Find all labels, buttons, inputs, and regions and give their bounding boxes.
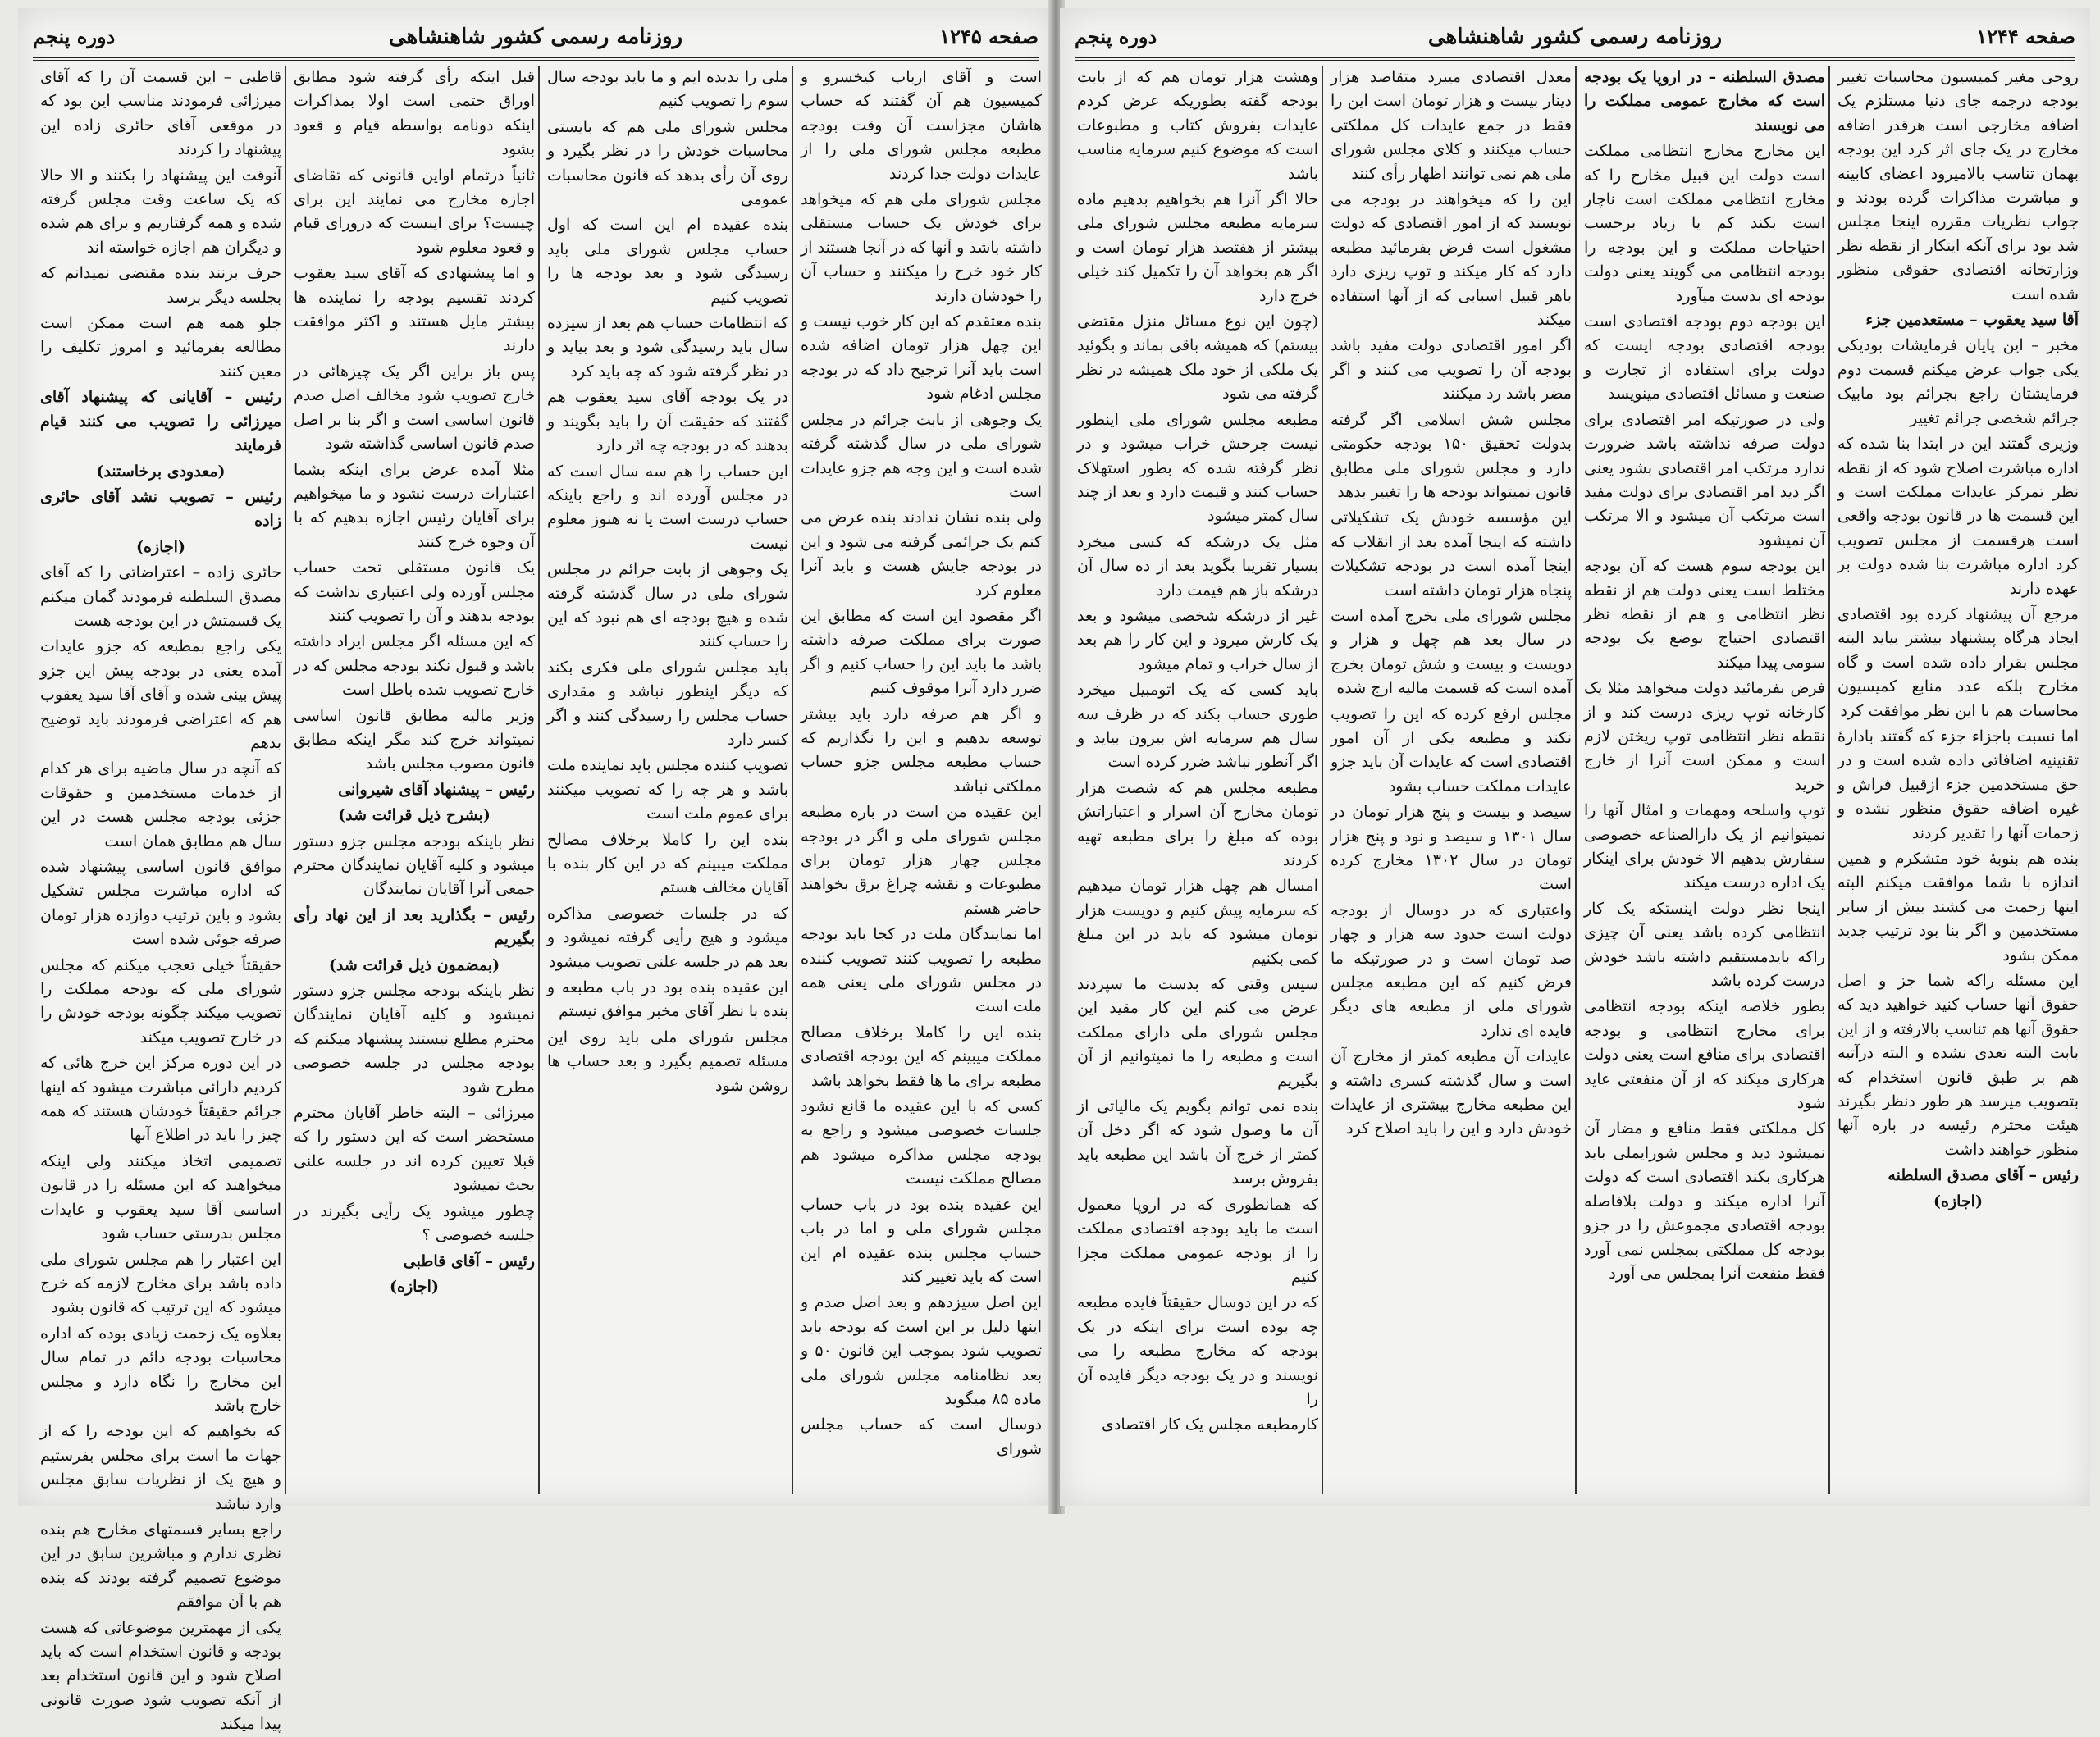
paragraph: روحی مغیر کمیسیون محاسبات تغییر بودجه درجمه جای دنیا مستلزم یک اضافه مخارجی است هرقدر اضافه مخارج در یک جای اثر کرد این بودجه بهمان تناسب بالامیرود اعضای کابینه و مباشرت مذاکرات گرده بودند و جواب نظریات مقرره اینجا مجلس شد بود برای آنکه اینکار از نقطه نظر وزارتخانه اقتصادی حقوقی منظور شده است	[1838, 68, 2079, 303]
speaker-line: رئیس – آقای مصدق السلطنه	[1888, 1166, 2079, 1185]
column-3	[1331, 66, 1572, 1494]
paragraph: که آنچه در سال ماضیه برای هر کدام از خدمات مستخدمین و حقوقات جزئی بودجه مجلس هست در این سال هم مطابق همان است	[40, 759, 281, 850]
column-4	[1077, 66, 1318, 1494]
stage-note: (بشرح ذیل قرائت شد)	[338, 806, 491, 825]
paragraph: یکی از مهمترین موضوعاتی که هست بودجه و قانون استخدام است که باید اصلاح شود و این قانون استخدام بعد از آنکه تصویب شود صورت قانونی پیدا میکند	[40, 1618, 281, 1734]
paragraph: این را که میخواهند در بودجه می نویسند که از امور اقتصادی که دولت مشغول است فرض بفرمائید مطبعه دارد که کار میکند و توپ ریزی دارد باهر قبیل اسبابی که از آنها استفاده میکند	[1331, 190, 1572, 330]
paragraph: در این دوره مرکز این خرج هائی که کردیم دارائی مباشرت میشود که اینها جرائم حقیقتاً خودشان هستند که همه چیز را باید در اطلاع آنها	[40, 1054, 281, 1145]
paragraph: مجلس شورای ملی باید روی این مسئله تصمیم بگیرد و بعد حساب ها روشن شود	[547, 1028, 788, 1095]
speaker-line: رئیس – پیشنهاد آقای شیروانی	[338, 780, 535, 799]
paragraph: مجلس شورای ملی هم که بایستی محاسبات خودش را در نظر بگیرد و روی آن رأی بدهد که قانون محاسبات عمومی	[547, 117, 788, 209]
paragraph: اما نمایندگان ملت در کجا باید بودجه مطبعه را تصویب کنند تصویب کننده در مجلس شورای ملی یعنی همه ملت است	[801, 925, 1042, 1016]
paragraph: که در جلسات خصوصی مذاکره میشود و هیچ رأیی گرفته نمیشود و بعد هم در جلسه علنی تصویب میشود	[547, 904, 788, 971]
paragraph: میرزائی – البته خاطر آقایان محترم مستحضر است که این دستور را که قبلا تعیین کرده اند در جلسه علنی بحث نمیشود	[294, 1104, 535, 1195]
paragraph: قاطبی – این قسمت آن را که آقای میرزائی فرمودند مناسب این بود که در موقعی آقای حائری زاده این پیشنهاد را کردند	[40, 68, 281, 159]
column-4	[40, 66, 281, 1734]
paragraph: این اصل سیزدهم و بعد اصل صدم و اینها دلیل بر این است که بودجه باید تصویب شود بموجب این قانون ۵۰ و بعد نظامنامه مجلس شورای ملی ماده ۸۵ میگوید	[801, 1293, 1042, 1408]
paragraph: این عقیده بنده بود در باب حساب مجلس شورای ملی و اما در باب حساب مجلس بنده عقیده ام این است که باید تغییر کند	[801, 1195, 1042, 1286]
paragraph: یک وجوهی از بابت جرائم در مجلس شورای ملی در سال گذشته گرفته شده است و این وجه هم جزو عایدات است	[801, 410, 1042, 501]
paragraph: تصویب کننده مجلس باید نماینده ملت باشد و هر چه را که تصویب میکنند برای عموم ملت است	[547, 756, 788, 823]
paragraph: این بودجه سوم هست که آن بودجه مختلط است یعنی دولت هم از نقطه نظر انتظامی و هم از نقطه نظر اقتصادی احتیاج بوضع یک بودجه سومی پیدا میکند	[1584, 557, 1825, 672]
paragraph: سیصد و بیست و پنج هزار تومان در سال ۱۳۰۱ و سیصد و نود و پنج هزار تومان در سال ۱۳۰۲ مخارج کرده است	[1331, 803, 1573, 894]
speaker-line: آقا سید یعقوب – مستعدمین جزء	[1865, 311, 2079, 330]
paragraph: موافق قانون اساسی پیشنهاد شده که اداره مباشرت مجلس تشکیل بشود و باین ترتیب دوازده هزار تومان صرفه جوئی شده است	[40, 858, 281, 949]
speaker-line: رئیس – آقایانی که پیشنهاد آقای میرزائی را تصویب می کنند قیام فرمایند	[40, 388, 281, 455]
column-rule	[792, 66, 793, 1494]
paragraph: این اعتبار را هم مجلس شورای ملی داده باشد برای مخارج لازمه که خرج میشود که این ترتیب که قانون بشود	[40, 1250, 281, 1317]
paragraph: ولی در صورتیکه امر اقتصادی برای دولت صرفه نداشته باشد ضرورت ندارد مرتکب امر اقتصادی بشود یعنی اگر دید امر اقتصادی برای دولت مفید است مرتکب آن میشود و الا مرتکب آن نمیشود	[1584, 410, 1825, 549]
paragraph: مخبر – این پایان فرمایشات بودیکی یکی جواب عرض میکنم قسمت دوم فرمایشتان راجع بجرائم بود مابیک جرائم شخصی جرائم تغییر	[1838, 336, 2079, 427]
column-rule	[285, 66, 286, 1494]
paragraph: اگر امور اقتصادی دولت مفید باشد بودجه آن را تصویب می کنند و اگر مضر باشد رد میکنند	[1331, 336, 1572, 403]
paragraph: بنده معتقدم که این کار خوب نیست و این چهل هزار تومان اضافه شده است باید آنرا ترجیح داد که در بودجه مجلس ادغام شود	[801, 312, 1042, 403]
paragraph: اگر مقصود این است که مطابق این صورت برای مملکت صرفه داشته باشد ما باید این را حساب کنیم و اگر ضرر دارد آنرا موقوف کنیم	[801, 606, 1042, 698]
paragraph: امسال هم چهل هزار تومان میدهیم که سرمایه پیش کنیم و دویست هزار تومان میشود که باید در این مبلغ کمی بکنیم	[1077, 877, 1318, 968]
columns	[30, 66, 1042, 1734]
paragraph: نظر باینکه بودجه مجلس جزو دستور میشود و کلیه آقایان نمایندگان محترم جمعی آنرا آقایان نمایندگان	[294, 832, 535, 899]
paragraph: نظر باینکه بودجه مجلس جزو دستور نمیشود و کلیه آقایان نمایندگان محترم مطلع نیستند پیشنهاد میکنم که بودجه مجلس در جلسه خصوصی مطرح شود	[294, 982, 535, 1096]
series-label: دوره پنجم	[1075, 25, 1157, 48]
column-3	[294, 66, 535, 1494]
paragraph: مطبعه مجلس هم که شصت هزار تومان مخارج آن اسرار و اعتباراتش بوده که مبلغ را برای مطبعه تهیه کردند	[1077, 778, 1318, 869]
speaker-line: رئیس – آقای قاطبی	[403, 1251, 535, 1270]
stage-note: (اجازه)	[136, 537, 185, 556]
paragraph: این عقیده من است در باره مطبعه مجلس شورای ملی و اگر در بودجه مجلس چهار هزار تومان برای مطبوعات و نقشه چراغ برق بخواهند حاضر هستم	[801, 803, 1042, 918]
stage-note: (بمضمون ذیل قرائت شد)	[328, 955, 500, 974]
paragraph: معدل اقتصادی میبرد متقاصد هزار دینار بیست و هزار تومان است این را فقط در جمع عایدات کل مملکتی حساب میکنند و کلای مجلس شورای ملی هم نمی توانند اظهار رأی کنند	[1331, 68, 1572, 183]
paragraph: کارمطبعه مجلس یک کار اقتصادی	[1102, 1416, 1318, 1434]
paragraph: این مؤسسه خودش یک تشکیلاتی داشته که اینجا آمده بعد از انقلاب که اینجا آمده است در بودجه تشکیلات پنجاه هزار تومان داشته است	[1331, 508, 1572, 600]
paragraph: وزیر مالیه مطابق قانون اساسی نمیتواند خرج کند مگر اینکه مطابق قانون مصوب مجلس باشد	[294, 706, 535, 773]
paragraph: مجلس شش اسلامی اگر گرفته بدولت تحقیق ۱۵۰ بودجه حکومتی دارد و مجلس شورای ملی مطابق قانون نمیتواند بودجه ها را تغییر بدهد	[1331, 410, 1572, 501]
paragraph: واعتباری که در دوسال از بودجه دولت است حدود سه هزار و چهار صد تومان است و در صورتیکه ما فرض کنیم که این مطبعه مجلس شورای ملی از مطبعه های دیگر فایده ای ندارد	[1331, 900, 1572, 1040]
paragraph: اما نسبت باجزاء جزء که گفتند بادارهٔ تقنینیه اضافاتی داده شده است و در حق مستخدمین جزء ازقبیل فراش و غیره اضافه حقوق منظور نشده و زحمات آنها را تقدیر کردند	[1838, 727, 2079, 842]
paragraph: مرجع آن پیشنهاد کرده بود اقتصادی ایجاد هرگاه پیشنهاد بیشتر بیاید البته مجلس بقرار داده شده است و گاه مخارج بلکه عدد منابع کمیسیون محاسبات هم با این نظر موافقت کرد	[1838, 604, 2079, 720]
paragraph: و اما پیشنهادی که آقای سید یعقوب کردند تقسیم بودجه را نماینده ها بیشتر مایل هستند و اکثر موافقت دارند	[294, 264, 535, 355]
paragraph: تصمیمی اتخاذ میکنند ولی اینکه میخواهند که این مسئله را در قانون اساسی آقا سید یعقوب و عایدات مجلس بدرستی حساب شود	[40, 1151, 281, 1243]
column-2	[547, 66, 788, 1494]
paragraph: مطبعه مجلس شورای ملی اینطور نیست جرحش خراب میشود و در نظر گرفته شده که بطور استهلاک حساب کنند و قیمت دارد و بعد از چند سال کمتر میشود	[1077, 410, 1318, 526]
paragraph: و اگر هم صرفه دارد باید بیشتر توسعه بدهیم و این را نگذاریم که حساب مطبعه مجلس جزو حساب مملکتی نباشد	[801, 704, 1042, 796]
column-rule	[538, 66, 540, 1494]
paragraph: بنده این را کاملا برخلاف مصالح مملکت میبینم که این بودجه اقتصادی مطبعه برای ما ها فقط بخواهد باشد	[801, 1023, 1042, 1090]
column-rule	[1828, 66, 1830, 1494]
page-header	[33, 20, 1039, 61]
paragraph: که همانطوری که در اروپا معمول است ما باید بودجه اقتصادی مملکت را از بودجه عمومی مملکت مجزا کنیم	[1077, 1195, 1318, 1286]
paragraph: آنوقت این پیشنهاد را بکنند و الا حالا که یک ساعت وقت مجلس گرفته شده و همه گرفتاریم و برای هم شده و دیگران هم اجازه خواسته اند	[40, 166, 281, 257]
paragraph: که این مسئله اگر مجلس ایراد داشته باشد و قبول نکند بودجه مجلس که در خارج تصویب شده باطل است	[294, 632, 535, 700]
paragraph: که در این دوسال حقیقتاً فایده مطبعه چه بوده است برای اینکه در یک بودجه که مخارج مطبعه را می نویسند و در یک بودجه دیگر فایده آن را	[1077, 1293, 1318, 1408]
paragraph: ثانیاً درتمام اواین قانونی که تقاضای اجازه مخارج می نمایند این برای چیست؟ برای اینست که درورای قیام و قعود معلوم شود	[294, 166, 535, 257]
paragraph: حقیقتاً خیلی تعجب میکنم که مجلس شورای ملی که بودجه مملکت را تصویب میکند چگونه بودجه خودش را در خارج تصویب میکند	[40, 955, 281, 1046]
paragraph: مجلس شورای ملی بخرج آمده است در سال بعد هم چهل و هزار و دویست و بیست و شش تومان بخرج آمده است که قسمت مالیه ارج شده	[1331, 606, 1572, 698]
speaker-line: رئیس – بگذارید بعد از این نهاد رأی بگیریم	[294, 905, 535, 949]
page-number: صفحه ۱۲۴۴	[1976, 25, 2075, 48]
paragraph: یک قانون مستقلی تحت حساب مجلس آورده ولی اعتباری نداشت که بودجه بدهند و آن را تصویب کنند	[294, 558, 535, 625]
paragraph: ولی بنده نشان ندادند بنده عرض می کنم یک جرائمی گرفته می شود و این در بودجه جایش هست و باید آنرا معلوم کرد	[801, 508, 1042, 600]
paragraph: حائری زاده – اعتراضاتی را که آقای مصدق السلطنه فرمودند گمان میکنم یک قسمتش در این بودجه هست	[40, 563, 281, 630]
paragraph: وزیری گفتند این در ابتدا بنا شده که اداره مباشرت اصلاح شود که از نقطه نظر تمرکز عایدات مملکت است و این قسمت ها در قانون بودجه واقعی است هرقسمت از مجلس تصویب کرد اداره مباشرت بنا شده دولت بر عهده دارند	[1838, 435, 2079, 598]
paragraph: مثلا آمده عرض برای اینکه بشما اعتبارات درست نشود و ما میخواهیم برای آقایان رئیس اجازه بدهیم که با آن وجوه خرج کنند	[294, 460, 535, 551]
paragraph: سیس وقتی که بدست ما سپردند عرض می کنم این کار مقید این مجلس شورای ملی دارای مملکت است و مطبعه را ما نمیتوانیم از آن بگیریم	[1077, 975, 1318, 1090]
paragraph: توپ واسلحه ومهمات و امثال آنها را نمیتوانیم از یک دارالصناعه خصوصی سفارش بدهیم الا خودش برای اینکار یک اداره درست میکند	[1584, 801, 1825, 892]
paragraph: اینجا نظر دولت اینستکه یک کار انتظامی کرده باشد یعنی آن چیزی راکه بایدمستقیم داشته باشد خودش درست کرده باشد	[1584, 899, 1825, 991]
speaker-line: مصدق السلطنه – در اروپا یک بودجه است که مخارج عمومی مملکت را می نویسند	[1584, 68, 1825, 134]
paragraph: که بخواهیم که این بودجه را که از جهات ما است برای مجلس بفرستیم و هیچ یک از نظریات سابق مجلس وارد نباشد	[40, 1422, 281, 1513]
paragraph: که انتظامات حساب هم بعد از سیزده سال باید رسیدگی شود و بعد بیاید و در نظر گرفته شود که چه باید کرد	[547, 314, 788, 381]
paragraph: این عقیده بنده بود در باب مطبعه و بنده با نظر آقای مخبر موافق نیستم	[547, 978, 788, 1021]
paragraph: پس باز براین اگر یک چیزهائی در خارج تصویب شود مخالف اصل صدم قانون اساسی است و اگر بنا بر اصل صدم قانون اساسی گذاشته شود	[294, 362, 535, 454]
paragraph: این بودجه دوم بودجه اقتصادی است بودجه اقتصادی بودجه ایست که دولت برای استفاده از تجارت و صنعت و مسائل اقتصادی مینویسد	[1584, 312, 1825, 403]
paragraph: فرض بفرمائید دولت میخواهد مثلا یک کارخانه توپ ریزی درست کند و از نقطه نظر انتظامی توپ ریختن لازم است و ممکن است آنرا از خارج خرید	[1584, 679, 1825, 794]
paragraph: بنده هم بنوبهٔ خود متشکرم و همین اندازه با شما موافقت میکنم البته اینها زحمت می کشند بیش از سایر مستخدمین و اگر بنا بود ترتیب جدید ممکن بشود	[1838, 850, 2079, 964]
paragraph: ملی را ندیده ایم و ما باید بودجه سال سوم را تصویب کنیم	[547, 68, 788, 111]
paragraph: این حساب را هم سه سال است که در مجلس آورده اند و راجع باینکه حساب درست است یا نه هنوز معلوم نیست	[547, 462, 788, 553]
columns	[1071, 66, 2079, 1494]
paragraph: قبل اینکه رأی گرفته شود مطابق اوراق حتمی است اولا بمذاکرات اینکه دونامه بواسطه قیام و قعود بشود	[294, 68, 535, 159]
paragraph: باید کسی که یک اتومبیل میخرد طوری حساب بکند که در ظرف سه سال هم سرمایه اش بیرون بیاید و اگر آنطور نباشد ضرر کرده است	[1077, 681, 1318, 772]
paragraph: بعلاوه یک زحمت زیادی بوده که اداره محاسبات بودجه دائم در تمام سال این مخارج را نگاه دارد و مجلس خارج باشد	[40, 1324, 281, 1415]
paragraph: در یک بودجه آقای سید یعقوب هم گفتند که حقیقت آن را باید بگویند و بدهند که در بودجه چه اثر دارد	[547, 388, 788, 455]
column-rule	[1322, 66, 1323, 1494]
paragraph: راجع بسایر قسمتهای مخارج هم بنده نظری ندارم و مباشرین سابق در این موضوع تصمیم گرفته بودند که بنده هم با آن موافقم	[40, 1520, 281, 1612]
paragraph: مجلس ارفع کرده که این را تصویب نکند و مطبعه یکی از آن امور اقتصادی است که عایدات آن باید جزو عایدات مملکت حساب بشود	[1331, 704, 1572, 796]
paragraph: (چون این نوع مسائل منزل مقتضی بیستم) که همیشه باقی بماند و بگوئید یک ملکی از خود ملک همیشه در نظر گرفته می شود	[1077, 312, 1318, 403]
page-header	[1075, 20, 2075, 61]
paragraph: باید مجلس شورای ملی فکری بکند که دیگر اینطور نباشد و مقداری حساب مجلس را رسیدگی کنند و اگر کسر دارد	[547, 658, 788, 749]
page-1244	[1060, 8, 2090, 1506]
paragraph: بطور خلاصه اینکه بودجه انتظامی برای مخارج انتظامی و بودجه اقتصادی برای منافع است یعنی دولت هرکاری میکند که از آن منفعتی عاید شود	[1584, 997, 1825, 1113]
column-1	[1838, 66, 2079, 1494]
paragraph: مثل یک درشکه که کسی میخرد بسیار تقریبا بگوید بعد از ده سال آن درشکه باز هم قیمت دارد	[1077, 532, 1318, 600]
newspaper-title: روزنامه رسمی کشور شاهنشاهی	[388, 25, 683, 49]
paragraph: بنده نمی توانم بگویم یک مالیاتی از آن ما وصول شود که اگر دخل آن کمتر از خرج آن باشد این مطبعه باید بفروش برسد	[1077, 1097, 1318, 1188]
paragraph: دوسال است که حساب مجلس شورای	[801, 1416, 1042, 1458]
newspaper-title: روزنامه رسمی کشور شاهنشاهی	[1427, 25, 1723, 49]
stage-note: (معدودی برخاستند)	[96, 462, 226, 481]
paragraph: یک وجوهی از بابت جرائم در مجلس شورای ملی در سال گذشته گرفته شده و هیچ بودجه ای هم نبود که این را حساب کنند	[547, 560, 788, 651]
paragraph: بنده عقیده ام این است که اول حساب مجلس شورای ملی باید رسیدگی شود و بعد بودجه ها را تصویب کنیم	[547, 216, 788, 307]
paragraph: است و آقای ارباب کیخسرو و کمیسیون هم آن گفتند که حساب هاشان مجزاست آن وقت بودجه مطبعه مجلس شورای ملی را از عایدات دولت جدا کردند	[801, 68, 1042, 183]
paragraph: یکی راجع بمطبعه که جزو عایدات آمده یعنی در بودجه پیش این جزو پیش بینی شده و آقای آقا سید یعقوب هم که اعتراضی فرمودند باید توضیح بدهم	[40, 637, 281, 752]
stage-note: (اجازه)	[1933, 1192, 1983, 1210]
paragraph: حرف بزنند بنده مقتضی نمیدانم که بجلسه دیگر برسد	[40, 264, 281, 307]
paragraph: چطور میشود یک رأیی بگیرند در جلسه خصوصی ؟	[294, 1201, 535, 1245]
paragraph: وهشت هزار تومان هم که از بابت بودجه گفته بطوریکه عرض کردم عایدات بفروش کتاب و مطبوعات است که موضوع کنیم سرمایه مناسب باشد	[1077, 68, 1318, 183]
paragraph: این مخارج مخارج انتظامی مملکت است دولت این قبیل مخارج را که مخارج انتظامی مملکت است ناچار است بکند کم یا زیاد برحسب احتیاجات مملکت و این بودجه را بودجه انتظامی می گویند یعنی دولت بودجه ای بدست میآورد	[1584, 142, 1825, 305]
speaker-line: رئیس – تصویب نشد آقای حائری زاده	[40, 487, 281, 531]
page-1245	[18, 8, 1053, 1734]
paragraph: جلو همه هم است ممکن است مطالعه بفرمائید و امروز تکلیف را معین کنند	[40, 314, 281, 381]
series-label: دوره پنجم	[33, 25, 116, 48]
paragraph: بنده این را کاملا برخلاف مصالح مملکت میبینم که در این کار بنده با آقایان مخالف هستم	[547, 830, 788, 897]
column-1	[801, 66, 1042, 1494]
paragraph: غیر از درشکه شخصی میشود و بعد یک کارش میرود و این کار را هم بعد از سال خراب و تمام میشود	[1077, 606, 1318, 673]
paragraph: حالا اگر آنرا هم بخواهیم بدهیم ماده سرمایه مطبعه مجلس شورای ملی بیشتر از هفتصد هزار تومان است و اگر هم بخواهد آن را تکمیل کند خیلی خرج دارد	[1077, 190, 1318, 305]
paragraph: کل مملکتی فقط منافع و مضار آن نمیشود دید و مجلس شورایملی باید هرکاری بکند اقتصادی است که دولت آنرا اداره میکند و دولت بلافاصله بودجه اقتصادی مجموعش را در جزو بودجه کل مملکتی بمجلس نمی آورد فقط منفعت آنرا بمجلس می آورد	[1584, 1119, 1825, 1283]
column-rule	[1575, 66, 1577, 1494]
stage-note: (اجازه)	[390, 1277, 439, 1296]
column-2	[1584, 66, 1825, 1494]
paragraph: عایدات آن مطبعه کمتر از مخارج آن است و سال گذشته کسری داشته و این مطبعه مخارج بیشتری از عایدات خودش دارد و این را باید اصلاح کرد	[1331, 1047, 1572, 1138]
paragraph: مجلس شورای ملی هم که میخواهد برای خودش یک حساب مستقلی داشته باشد و آنها که در آنجا هستند از کار خود خرج را میکنند و حساب آن را خودشان دارند	[801, 190, 1042, 305]
paragraph: این مسئله راکه شما جز و اصل حقوق آنها حساب کنید خواهید دید که حقوق آنها هم تناسب بالارفته و از این بابت البته تعدی نشده و البته درآتیه هم بر طبق قانون استخدام که بتصویب میرسد هر طور دنظر بگیرند هیئت محترم رئیسه در باره آنها منظور خواهند داشت	[1838, 972, 2079, 1159]
page-number: صفحه ۱۲۴۵	[939, 25, 1039, 48]
paragraph: کسی که با این عقیده ما قانع نشود جلسات خصوصی میشود و راجع به بودجه مجلس مذاکره میشود هم مصالح مملکت نیست	[801, 1097, 1042, 1188]
